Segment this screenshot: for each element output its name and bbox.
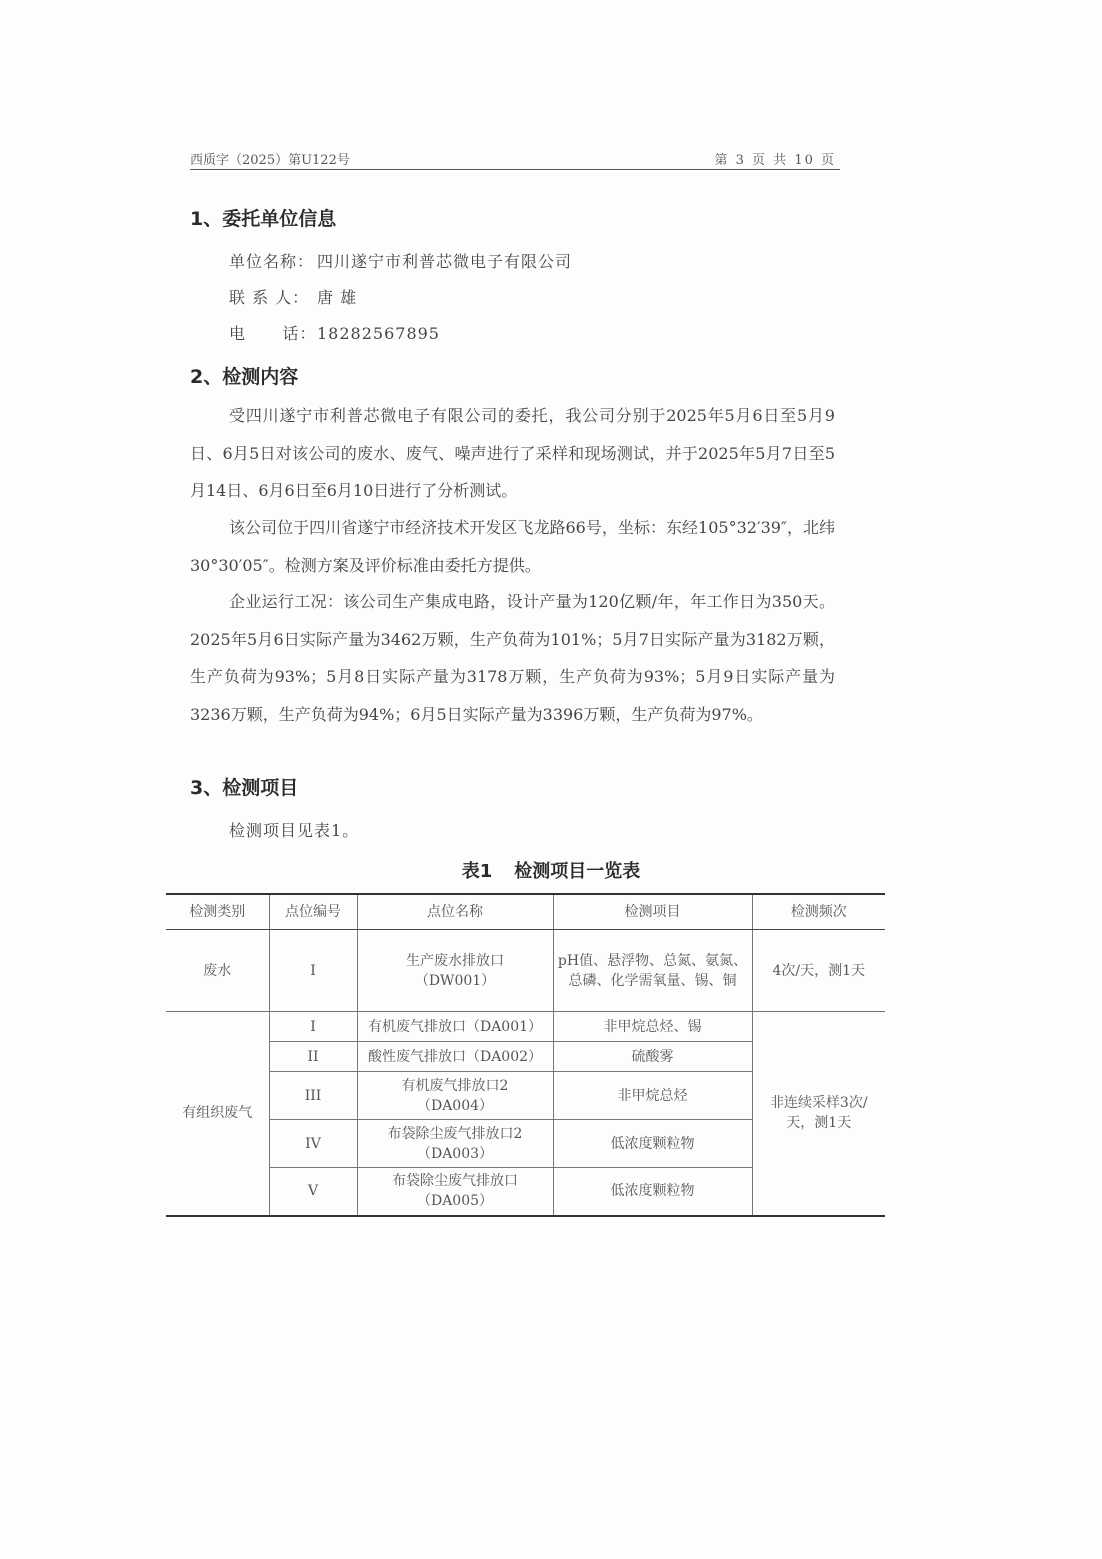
paragraph-location: 该公司位于四川省遂宁市经济技术开发区飞龙路66号，坐标：东经105°32′39″，北纬30°30′05″。检测方案及评价标准由委托方提供。 xyxy=(190,518,835,575)
header-frequency: 检测频次 xyxy=(752,894,885,930)
client-name-line xyxy=(229,249,572,272)
header-point-name: 点位名称 xyxy=(357,894,553,930)
cell-point-name: 有机废气排放口（DA001） xyxy=(357,1012,553,1042)
header-test-items: 检测项目 xyxy=(553,894,752,930)
contact-line xyxy=(229,285,357,308)
paragraph-operation: 企业运行工况：该公司生产集成电路，设计产量为120亿颗/年，年工作日为350天。2025年5月6日实际产量为3462万颗，生产负荷为101%；5月7日实际产量为3182万颗，生产负荷为93%；5月8日实际产量为3178万颗，生产负荷为93%；5月9日实际产量为3236万颗，生产负荷为94%；6月5日实际产量为3396万颗，生产负荷为97%。 xyxy=(190,592,835,724)
phone-line xyxy=(229,321,440,344)
table-header-row xyxy=(166,894,885,930)
contact-value: 唐 雄 xyxy=(317,288,358,307)
cell-test-items: pH值、悬浮物、总氮、氨氮、总磷、化学需氧量、锡、铜 xyxy=(553,930,752,1012)
cell-test-items: 硫酸雾 xyxy=(553,1042,752,1072)
table-row xyxy=(166,1012,885,1042)
section-title-test-items: 3、检测项目 xyxy=(190,777,299,799)
cell-code: II xyxy=(269,1042,357,1072)
phone-value: 18282567895 xyxy=(317,324,440,343)
section-title-client-info: 1、委托单位信息 xyxy=(190,208,337,230)
cell-code: I xyxy=(269,1012,357,1042)
header-category: 检测类别 xyxy=(166,894,269,930)
test-items-table xyxy=(166,893,885,1217)
cell-test-items: 低浓度颗粒物 xyxy=(553,1120,752,1168)
cell-test-items: 非甲烷总烃、锡 xyxy=(553,1012,752,1042)
table-title: 检测项目一览表 xyxy=(514,861,641,882)
contact-label: 联 系 人： xyxy=(229,288,310,307)
cell-test-items: 非甲烷总烃 xyxy=(553,1072,752,1120)
cell-code: V xyxy=(269,1168,357,1216)
cell-category-wastewater: 废水 xyxy=(166,930,269,1012)
table-row xyxy=(166,930,885,1012)
cell-test-items: 低浓度颗粒物 xyxy=(553,1168,752,1216)
client-name-label: 单位名称： xyxy=(229,252,315,271)
cell-frequency-wastewater: 4次/天，测1天 xyxy=(752,930,885,1012)
report-number: 西质字（2025）第U122号 xyxy=(190,153,350,168)
cell-point-name: 布袋除尘废气排放口（DA005） xyxy=(357,1168,553,1216)
cell-point-name: 生产废水排放口（DW001） xyxy=(357,930,553,1012)
cell-frequency-organized-gas: 非连续采样3次/天，测1天 xyxy=(752,1012,885,1216)
table-number: 表1 xyxy=(461,861,493,882)
header-point-code: 点位编号 xyxy=(269,894,357,930)
table-caption xyxy=(0,857,1102,883)
cell-point-name: 酸性废气排放口（DA002） xyxy=(357,1042,553,1072)
paragraph-commission: 受四川遂宁市利普芯微电子有限公司的委托，我公司分别于2025年5月6日至5月9日、6月5日对该公司的废水、废气、噪声进行了采样和现场测试，并于2025年5月7日至5月14日、6月6日至6月10日进行了分析测试。 xyxy=(190,406,835,500)
cell-code: I xyxy=(269,930,357,1012)
cell-code: IV xyxy=(269,1120,357,1168)
cell-point-name: 有机废气排放口2（DA004） xyxy=(357,1072,553,1120)
phone-label: 电 话： xyxy=(229,324,317,343)
page-number: 第 3 页 共 10 页 xyxy=(714,153,836,168)
cell-category-organized-gas: 有组织废气 xyxy=(166,1012,269,1216)
section-title-test-content: 2、检测内容 xyxy=(190,366,299,388)
page-header xyxy=(190,147,840,170)
cell-code: III xyxy=(269,1072,357,1120)
cell-point-name: 布袋除尘废气排放口2（DA003） xyxy=(357,1120,553,1168)
test-items-intro: 检测项目见表1。 xyxy=(229,821,360,840)
client-name-value: 四川遂宁市利普芯微电子有限公司 xyxy=(317,252,573,271)
